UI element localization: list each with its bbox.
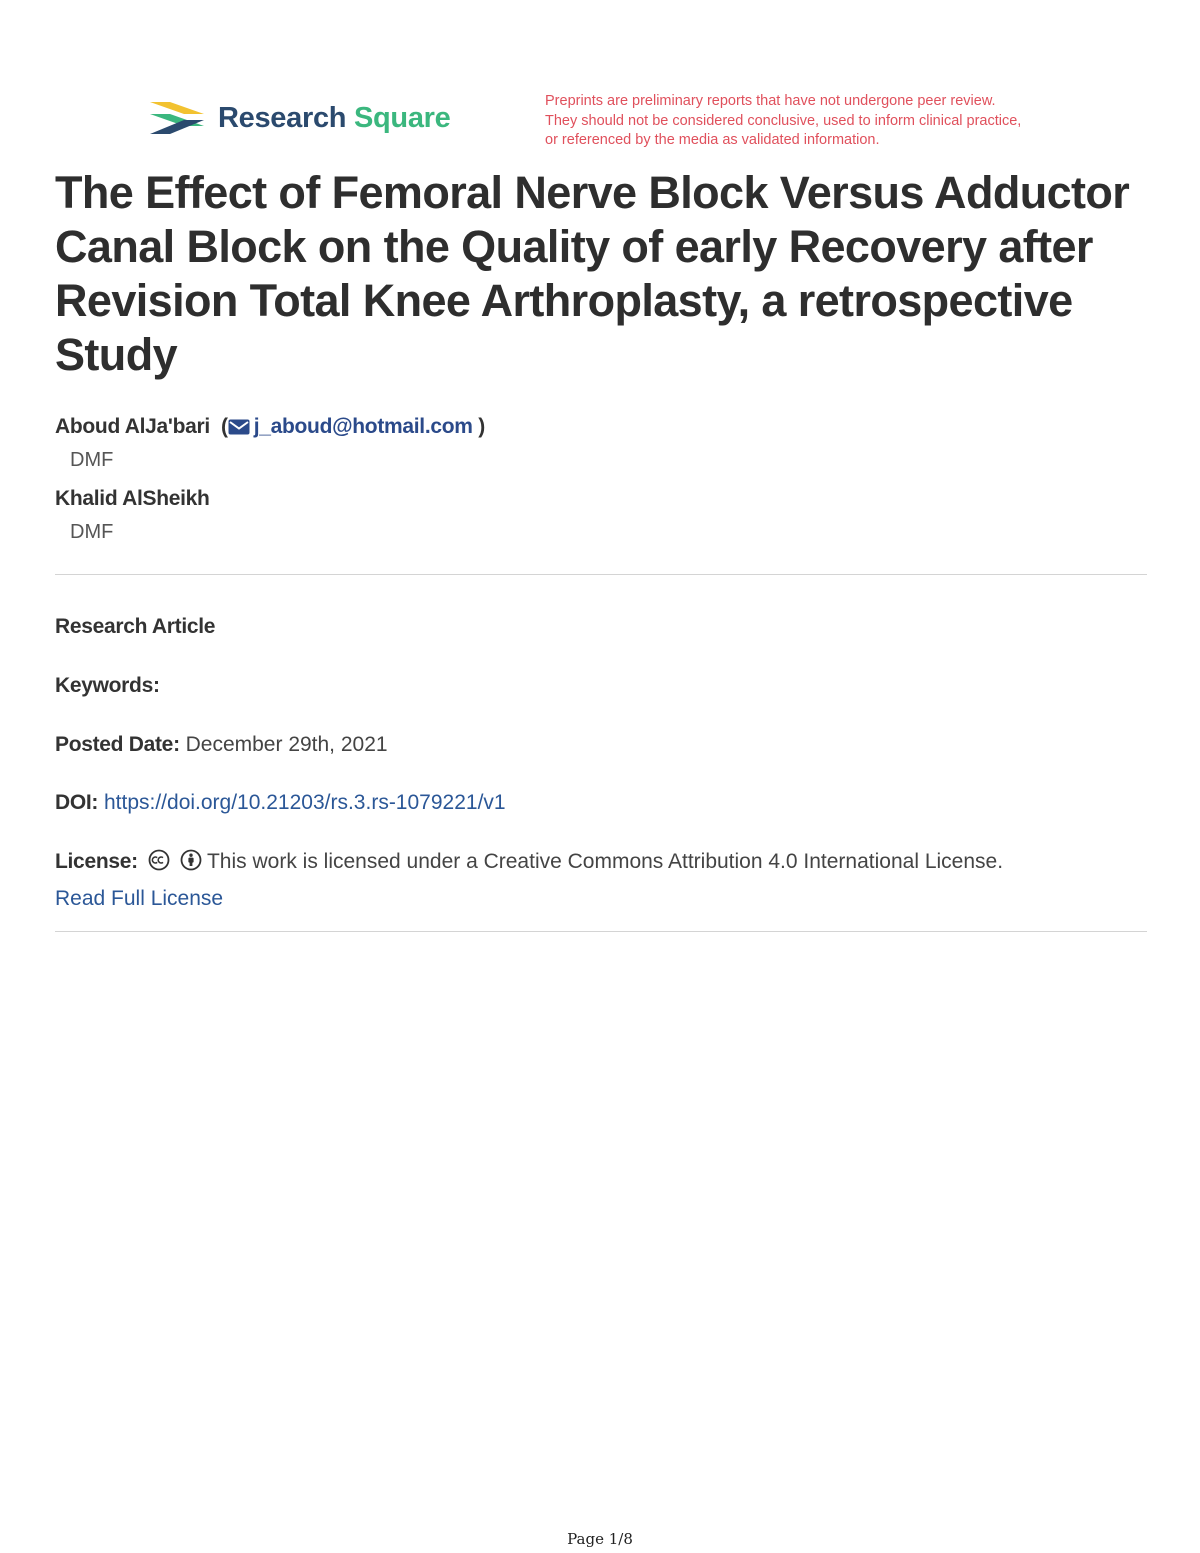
read-full-license-row xyxy=(55,884,1155,914)
doi-link[interactable]: https://doi.org/10.21203/rs.3.rs-1079221/v1 xyxy=(103,791,506,814)
paper-title: The Effect of Femoral Nerve Block Versus Adductor Canal Block on the Quality of early Recovery after Revision Total Knee Arthroplasty, a retrospective Study xyxy=(55,167,1130,380)
author-email-text: j_aboud@hotmail.com xyxy=(253,415,473,438)
research-square-logo[interactable] xyxy=(148,98,450,138)
research-square-logo-icon xyxy=(148,98,206,138)
page-header xyxy=(0,0,1200,160)
posted-date-value: December 29th, 2021 xyxy=(185,733,388,756)
license-label: License: xyxy=(55,850,138,873)
posted-date-row xyxy=(55,730,1155,760)
author-name-text: Khalid AlSheikh xyxy=(55,487,210,510)
author-email-link[interactable] xyxy=(228,415,473,438)
doi-label: DOI: xyxy=(55,791,99,814)
disclaimer-line: or referenced by the media as validated information. xyxy=(545,132,880,148)
author-name xyxy=(55,484,1155,514)
license-row xyxy=(55,847,1155,877)
keywords-row xyxy=(55,671,1155,701)
creative-commons-icon xyxy=(148,849,170,871)
divider xyxy=(55,931,1147,932)
posted-date-label: Posted Date: xyxy=(55,733,180,756)
disclaimer-line: Preprints are preliminary reports that have not undergone peer review. xyxy=(545,93,996,109)
preprint-disclaimer xyxy=(545,92,1105,151)
logo-word-research: Research xyxy=(218,101,347,134)
divider xyxy=(55,574,1147,575)
doi-row xyxy=(55,788,1155,818)
article-type-label: Research Article xyxy=(55,615,216,638)
author-affiliation: DMF xyxy=(70,449,114,471)
email-close-paren: ) xyxy=(472,415,485,438)
author-affiliation: DMF xyxy=(70,521,114,543)
author-name xyxy=(55,412,1155,442)
disclaimer-line: They should not be considered conclusive, used to inform clinical practice, xyxy=(545,112,1022,129)
logo-word-square: Square xyxy=(353,101,451,134)
envelope-icon xyxy=(228,419,250,435)
read-full-license-link[interactable]: Read Full License xyxy=(55,887,224,910)
email-open-paren: ( xyxy=(215,415,228,438)
keywords-label: Keywords: xyxy=(55,674,160,697)
license-text: This work is licensed under a Creative Commons Attribution 4.0 International License. xyxy=(206,850,1004,873)
attribution-icon xyxy=(180,849,202,871)
author-list xyxy=(55,412,1155,556)
page-number: Page 1/8 xyxy=(567,1530,633,1548)
author-name-text: Aboud AlJa'bari xyxy=(55,415,210,438)
article-type xyxy=(55,612,1155,642)
logo-wordmark xyxy=(218,102,450,135)
